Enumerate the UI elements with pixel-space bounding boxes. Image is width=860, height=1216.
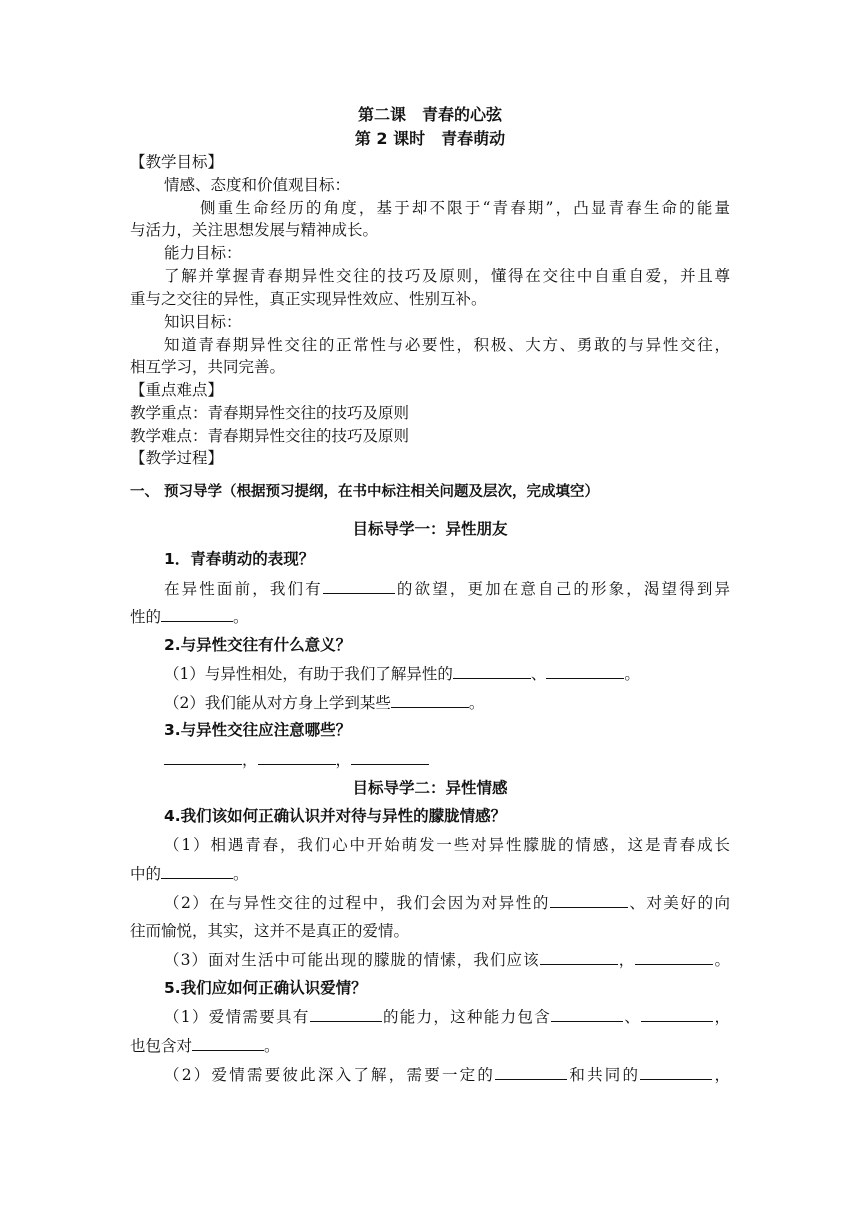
fill-blank[interactable] — [192, 1034, 264, 1051]
fill-blank[interactable] — [453, 662, 531, 679]
fill-blank[interactable] — [495, 1063, 567, 1080]
ability-goal-text-2: 重与之交往的异性，真正实现异性效应、性别互补。 — [130, 290, 487, 308]
text-segment: 和共同的 — [567, 1066, 641, 1084]
fill-blank[interactable] — [551, 1005, 623, 1022]
teaching-focus: 教学重点：青春期异性交往的技巧及原则 — [130, 404, 410, 422]
text-segment: ， — [712, 1066, 730, 1084]
knowledge-goal-text-2: 相互学习，共同完善。 — [130, 358, 286, 376]
ability-goal-label: 能力目标： — [164, 244, 242, 262]
question-4-item-1-line-2 — [130, 862, 730, 885]
question-1-line-1 — [164, 577, 730, 600]
fill-blank[interactable] — [310, 1005, 382, 1022]
goals-heading: 【教学目标】 — [130, 153, 224, 171]
fill-blank[interactable] — [258, 748, 336, 765]
target-heading-1: 目标导学一：异性朋友 — [352, 520, 508, 538]
question-4-item-1-line-1: （1）相遇青春，我们心中开始萌发一些对异性朦胧的情感，这是青春成长 — [164, 836, 730, 854]
text-segment: 性的 — [130, 608, 162, 626]
question-4-item-2-line-1 — [164, 891, 730, 914]
question-2-item-1 — [164, 662, 764, 685]
text-segment: 、 — [530, 665, 547, 683]
text-segment: 。 — [713, 951, 730, 969]
question-4-item-3 — [164, 948, 730, 971]
text-segment: ， — [617, 951, 636, 969]
lesson-subtitle: 第 2 课时 青春萌动 — [354, 129, 506, 148]
question-3: 3.与异性交往应注意哪些？ — [164, 721, 352, 739]
lesson-title: 第二课 青春的心弦 — [357, 105, 502, 124]
fill-blank[interactable] — [641, 1005, 713, 1022]
question-1: 1．青春萌动的表现？ — [164, 550, 315, 568]
text-segment: ， — [713, 1008, 730, 1026]
text-segment: 中的 — [130, 865, 162, 883]
fill-blank[interactable] — [546, 662, 624, 679]
fill-blank[interactable] — [351, 748, 429, 765]
fill-blank[interactable] — [161, 862, 233, 879]
text-segment: 。 — [624, 665, 640, 683]
emotion-goal-text-2: 与活力，关注思想发展与精神成长。 — [130, 221, 379, 239]
text-segment: 也包含对 — [130, 1037, 193, 1055]
text-segment: ， — [335, 751, 352, 769]
text-segment: 。 — [468, 694, 485, 712]
text-segment: 、对美好的向 — [627, 894, 730, 912]
question-5: 5.我们应如何正确认识爱情？ — [164, 979, 367, 997]
question-5-item-2-line-1 — [164, 1063, 730, 1086]
text-segment: 。 — [233, 865, 249, 883]
text-segment: （3）面对生活中可能出现的朦胧的情愫，我们应该 — [164, 951, 540, 969]
emotion-goal-text-1: 侧重生命经历的角度，基于却不限于“青春期”，凸显青春生命的能量 — [200, 199, 730, 217]
question-4: 4.我们该如何正确认识并对待与异性的朦胧情感？ — [164, 807, 507, 825]
fill-blank[interactable] — [550, 891, 628, 908]
fill-blank[interactable] — [391, 691, 469, 708]
emotion-goal-label: 情感、态度和价值观目标： — [164, 176, 351, 194]
keypoints-heading: 【重点难点】 — [130, 381, 224, 399]
question-5-item-1-line-1 — [164, 1005, 730, 1028]
knowledge-goal-text-1: 知道青春期异性交往的正常性与必要性，积极、大方、勇敢的与异性交往， — [164, 336, 730, 354]
question-4-item-2-line-2: 往而愉悦，其实，这并不是真正的爱情。 — [130, 922, 410, 940]
fill-blank[interactable] — [640, 1063, 712, 1080]
text-segment: （2）在与异性交往的过程中，我们会因为对异性的 — [164, 894, 550, 912]
text-segment: （1）与异性相处，有助于我们了解异性的 — [164, 665, 453, 683]
fill-blank[interactable] — [164, 748, 242, 765]
text-segment: 的能力，这种能力包含 — [381, 1008, 552, 1026]
fill-blank[interactable] — [540, 948, 618, 965]
text-segment: 的欲望，更加在意自己的形象，渴望得到异 — [394, 580, 730, 598]
fill-blank[interactable] — [635, 948, 713, 965]
text-segment: （2）我们能从对方身上学到某些 — [164, 694, 391, 712]
text-segment: （2）爱情需要彼此深入了解，需要一定的 — [164, 1066, 496, 1084]
question-2: 2.与异性交往有什么意义？ — [164, 636, 352, 654]
text-segment: 、 — [623, 1008, 642, 1026]
section-preview-heading: 一、 预习导学（根据预习提纲，在书中标注相关问题及层次，完成填空） — [130, 484, 600, 500]
text-segment: 。 — [233, 608, 249, 626]
fill-blank[interactable] — [323, 577, 395, 594]
question-1-line-2 — [130, 605, 730, 628]
ability-goal-text-1: 了解并掌握青春期异性交往的技巧及原则，懂得在交往中自重自爱，并且尊 — [164, 267, 730, 285]
text-segment: 。 — [264, 1037, 280, 1055]
question-5-item-1-line-2 — [130, 1034, 730, 1057]
target-heading-2: 目标导学二：异性情感 — [352, 779, 508, 797]
text-segment: （1）爱情需要具有 — [164, 1008, 310, 1026]
question-2-item-2 — [164, 691, 764, 714]
teaching-difficulty: 教学难点：青春期异性交往的技巧及原则 — [130, 427, 410, 445]
knowledge-goal-label: 知识目标： — [164, 313, 242, 331]
text-segment: ， — [242, 751, 258, 769]
process-heading: 【教学过程】 — [130, 449, 224, 467]
question-3-blanks — [164, 748, 764, 771]
fill-blank[interactable] — [161, 605, 233, 622]
text-segment: 在异性面前，我们有 — [164, 580, 323, 598]
